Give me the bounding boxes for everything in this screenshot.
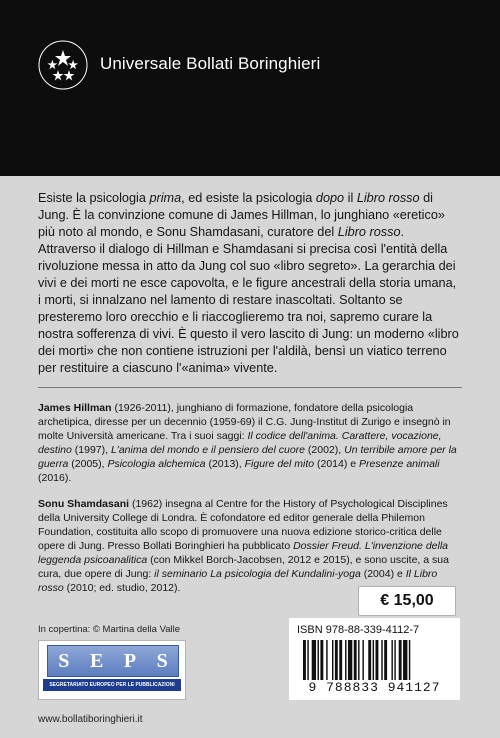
author-bio-shamdasani: Sonu Shamdasani (1962) insegna al Centre for the History of Psychological Disciplines della University College di Londra. È cofondatore ed editor generale della Philemon Foundation, costituita allo scopo di promuovere una nuova edizione storico-critica delle opere di Jung. Presso Bollati Boringhieri ha pubblicato Dossier Freud. L'invenzione della leggenda psicoanalitica (con Mikkel Borch-Jacobsen, 2012 e 2015), e sono uscite, a sua cura, due opere di Jung: il seminario La psicologia del Kundalini-yoga (2004) e Il Libro rosso (2010; ed. studio, 2012). xyxy=(38,498,449,594)
author-bio-hillman: James Hillman (1926-2011), junghiano di formazione, fondatore della psicologia archetipica, diresse per un decennio (1959-69) il C.G. Jung-Institut di Zurigo e insegnò in molte Università americane. Tra i suoi saggi: Il codice dell'anima. Carattere, vocazione, destino (1997), L'anima del mondo e il pensiero del cuore (2002), Un terribile amore per la guerra (2005), Psicologia alchemica (2013), Figure del mito (2014) e Presenze animali (2016). xyxy=(38,402,457,484)
publisher-website: www.bollatiboringhieri.it xyxy=(38,714,143,725)
price-tag: € 15,00 xyxy=(358,586,456,616)
series-title: Universale Bollati Boringhieri xyxy=(100,54,321,73)
book-description: Esiste la psicologia prima, ed esiste la psicologia dopo il Libro rosso di Jung. È la convinzione comune di James Hillman, lo junghiano «eretico» più noto al mondo, e Sonu Shamdasani, curatore del Libro rosso. Attraverso il dialogo di Hillman e Shamdasani si precisa così l'entità della rivoluzione messa in atto da Jung col suo «libro segreto». La gerarchia dei vivi e dei morti ne esce capovolta, e le figure ancestrali della storia umana, i morti, si innalzano nel lamento di restare inascoltati. Soltanto se presteremo loro orecchio e li riaccoglieremo tra noi, sapremo curare la nostra sofferenza di vivi. È questo il vero lascito di Jung: un moderno «libro dei morti» che non contiene istruzioni per l'aldilà, bensì un viatico terreno per restituire a ciascuno l'«anima» vivente. xyxy=(38,191,459,375)
barcode-block xyxy=(289,618,460,700)
seps-caption: SEGRETARIATO EUROPEO PER LE PUBBLICAZIONI SCIENTIFICHE xyxy=(43,679,181,691)
isbn-label: ISBN 978-88-339-4112-7 xyxy=(297,624,420,636)
seps-wordmark: S E P S xyxy=(47,645,179,677)
seps-logo xyxy=(38,640,186,700)
publisher-logo-icon xyxy=(38,40,88,90)
divider xyxy=(38,387,462,388)
cover-credit: In copertina: © Martina della Valle xyxy=(38,624,181,635)
blurb-panel xyxy=(0,176,500,618)
barcode-icon xyxy=(303,640,453,684)
header-band xyxy=(0,0,500,176)
ean-number: 9 788833 941127 xyxy=(308,680,441,695)
